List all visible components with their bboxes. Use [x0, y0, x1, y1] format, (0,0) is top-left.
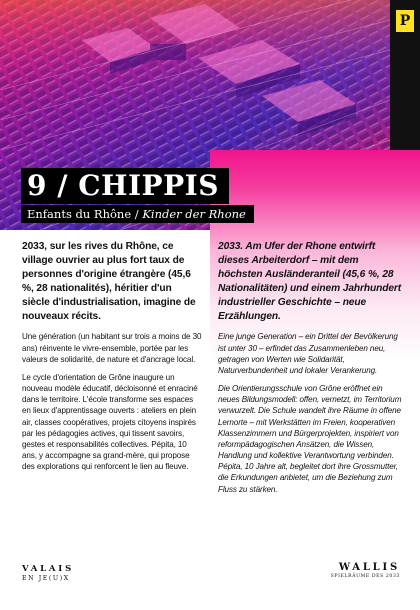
p-badge: P	[396, 10, 414, 32]
french-body-1: Une génération (un habitant sur trois a moins de 30 ans) réinvente le vivre-ensemble, portée par les valeurs de solidarité, de nature et d'ancrage local.	[22, 332, 202, 364]
footer-left-title: VALAIS	[22, 564, 75, 574]
german-column	[218, 240, 402, 502]
subtitle-de: Kinder der Rhone	[142, 207, 246, 221]
french-lead: 2033, sur les rives du Rhône, ce village ouvrier au plus fort taux de personnes d'origine étrangère (45,6 %, 28 nationalités), héritier d'un siècle d'industrialisation, imagine de nouveaux récits.	[22, 241, 196, 323]
french-body-2: Le cycle d'orientation de Grône inaugure un nouveau modèle éducatif, décloisonné et enraciné dans le territoire. L'école transforme ses espaces en lieux d'apprentissage ouverts : ateliers en plein air, classes coopératives, projets citoyens inspirés par les pédagogies actives, qui tissent savoirs, gestes et responsabilités collectives. Pépita, 10 ans, y accompagne sa grand-mère, qui propose des explorations qui renforcent le lien au fleuve.	[22, 372, 198, 472]
footer-right-title: WALLIS	[338, 562, 400, 573]
footer-left-subtitle: EN JE(U)X	[22, 575, 70, 582]
german-body-1: Eine junge Generation – ein Drittel der Bevölkerung ist unter 30 – erfindet das Zusammenleben neu, getragen von Werten wie Solidarität, Naturverbundenheit und lokaler Verankerung.	[218, 332, 398, 375]
page-title: 9 / CHIPPIS	[27, 169, 219, 202]
subtitle-fr: Enfants du Rhône /	[27, 207, 139, 221]
footer-logo-right	[331, 562, 400, 579]
subtitle-box	[21, 205, 254, 223]
french-column	[22, 240, 202, 479]
footer-right-subtitle: SPIELRÄUME DES 2033	[330, 574, 400, 579]
german-body-2: Die Orientierungsschule von Grône eröffnet ein neues Bildungsmodell: offen, vernetzt, im Territorium verwurzelt. Die Schule wandelt ihre Räume in offene Lernorte – mit Werkstätten im Freien, kooperativen Klassenzimmern und Bürgerprojekten, inspiriert von reformpädagogischen Ansätzen, die Wissen, Handlung und kollektive Verantwortung verbinden. Pépita, 10 Jahre alt, begleitet dort ihre Grossmutter, die Erkundungen anbietet, um die Beziehung zum Fluss zu stärken.	[218, 384, 402, 494]
german-lead: 2033. Am Ufer der Rhone entwirft dieses Arbeiterdorf – mit dem höchsten Ausländeranteil (45,6 %, 28 Nationalitäten) und einem Jahrhundert industrieller Geschichte – neue Erzählungen.	[218, 241, 402, 323]
footer-logo-left	[22, 564, 74, 582]
title-box	[21, 168, 229, 204]
